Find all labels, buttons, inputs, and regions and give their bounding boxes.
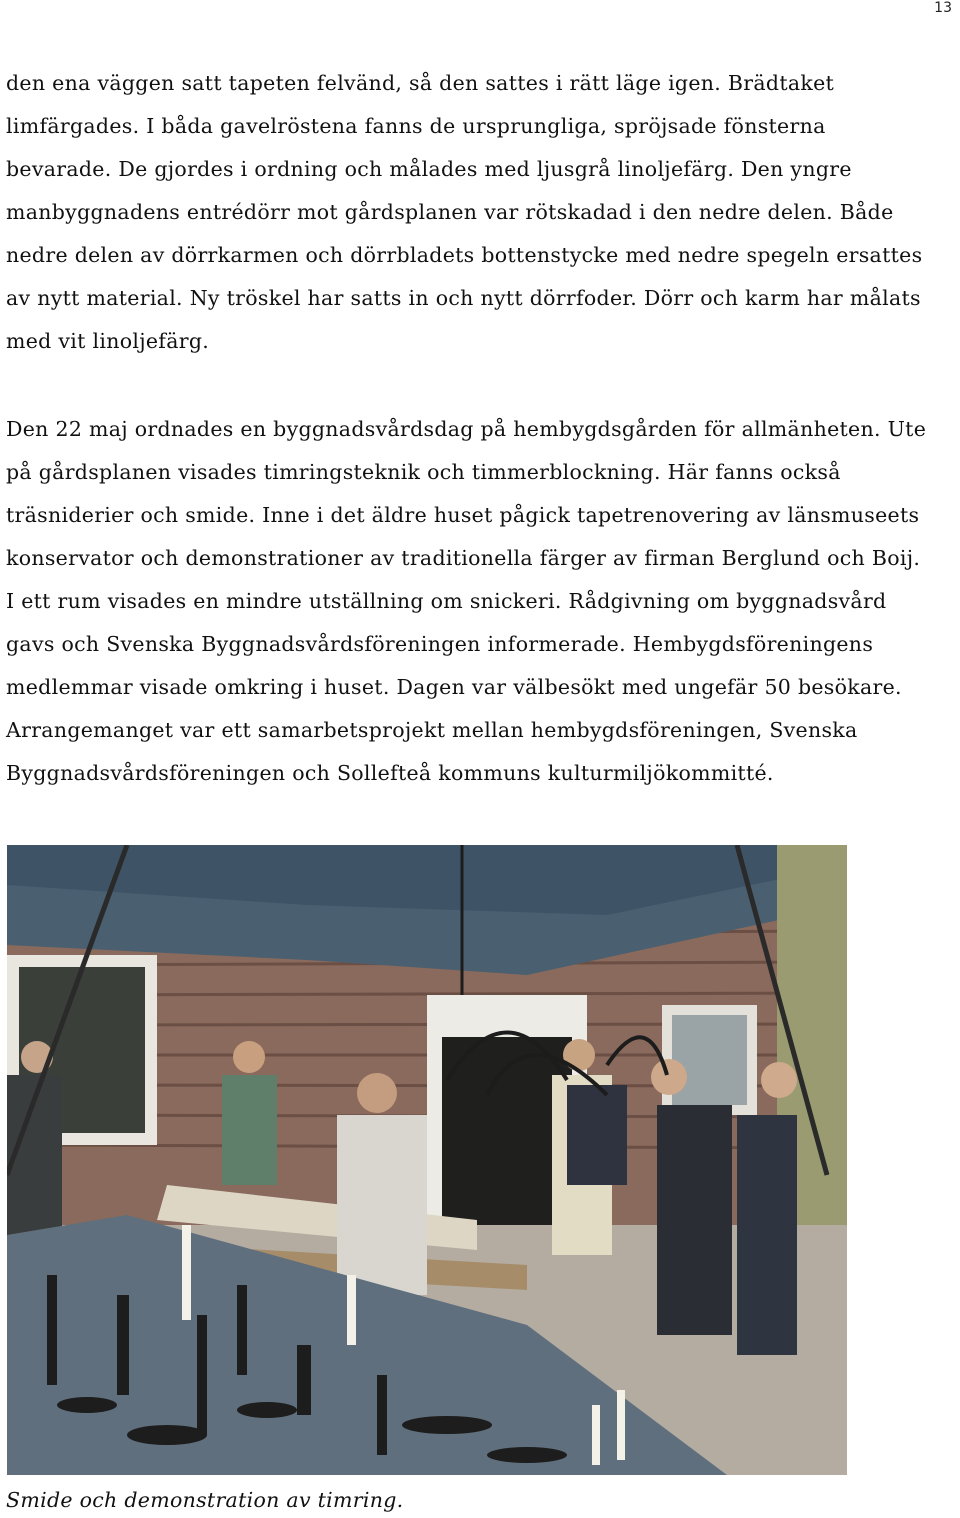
text-line: den ena väggen satt tapeten felvänd, så den sattes i rätt läge igen. Brädtaket bbox=[6, 71, 835, 95]
text-line: av nytt material. Ny tröskel har satts in och nytt dörrfoder. Dörr och karm har målats bbox=[6, 286, 921, 310]
text-line: medlemmar visade omkring i huset. Dagen var välbesökt med ungefär 50 besökare. bbox=[6, 675, 902, 699]
text-line: limfärgades. I båda gavelröstena fanns de ursprungliga, spröjsade fönsterna bbox=[6, 114, 826, 138]
text-line: nedre delen av dörrkarmen och dörrbladets bottenstycke med nedre spegeln ersattes bbox=[6, 243, 923, 267]
text-line: I ett rum visades en mindre utställning om snickeri. Rådgivning om byggnadsvård bbox=[6, 589, 887, 613]
figure-caption: Smide och demonstration av timring. bbox=[6, 1488, 404, 1512]
text-line: gavs och Svenska Byggnadsvårdsföreningen informerade. Hembygdsföreningens bbox=[6, 632, 874, 656]
paragraph-2 bbox=[6, 408, 956, 795]
text-line: på gårdsplanen visades timringsteknik och timmerblockning. Här fanns också bbox=[6, 460, 841, 484]
text-line: Arrangemanget var ett samarbetsprojekt mellan hembygdsföreningen, Svenska bbox=[6, 718, 858, 742]
text-line: bevarade. De gjordes i ordning och målades med ljusgrå linoljefärg. Den yngre bbox=[6, 157, 852, 181]
text-line: träsniderier och smide. Inne i det äldre huset pågick tapetrenovering av länsmuseets bbox=[6, 503, 920, 527]
text-line: konservator och demonstrationer av traditionella färger av firman Berglund och Boij. bbox=[6, 546, 921, 570]
text-line: Byggnadsvårdsföreningen och Sollefteå kommuns kulturmiljökommitté. bbox=[6, 761, 774, 785]
text-line: Den 22 maj ordnades en byggnadsvårdsdag på hembygdsgården för allmänheten. Ute bbox=[6, 417, 927, 441]
text-line: med vit linoljefärg. bbox=[6, 329, 210, 353]
text-line: manbyggnadens entrédörr mot gårdsplanen var rötskadad i den nedre delen. Både bbox=[6, 200, 894, 224]
page-number: 13 bbox=[934, 0, 952, 16]
paragraph-1 bbox=[6, 62, 956, 363]
photo-smithing-and-timbering bbox=[7, 845, 847, 1475]
